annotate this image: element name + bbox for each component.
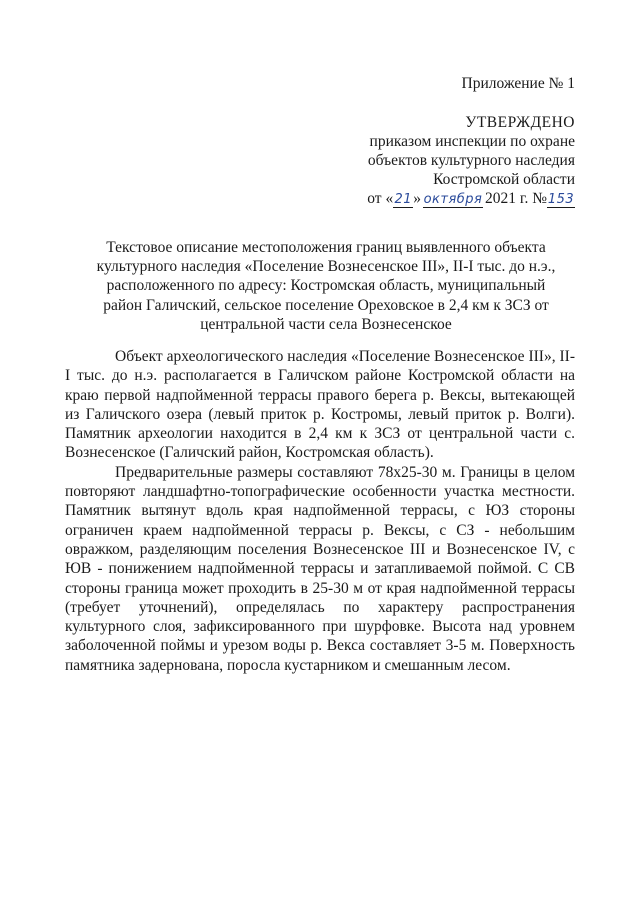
date-day-handwritten: 21 — [394, 192, 412, 207]
approved-heading: УТВЕРЖДЕНО — [465, 114, 575, 131]
order-number-handwritten: 153 — [547, 192, 575, 207]
order-line-3: Костромской области — [433, 171, 575, 188]
paragraph-1: Объект археологического наследия «Поселение Вознесенское III», II-I тыс. до н.э. располагается в Галичском районе Костромской области на краю первой надпойменной террасы правого берега р. Вексы, вытекающей из Галичского озера (левый приток р. Костромы, левый приток р. Волги). Памятник археологии находится в 2,4 км к ЗСЗ от центральной части с. Вознесенское (Галичский район, Костромская область). — [65, 348, 575, 462]
paragraph-2: Предварительные размеры составляют 78х25-30 м. Границы в целом повторяют ландшафтно-топографические особенности участка местности. Памятник вытянут вдоль края надпойменной террасы, с ЮЗ стороны ограничен краем надпойменной террасы р. Вексы, с СЗ - небольшим овражком, разделяющим поселения Вознесенское III и Вознесенское IV, с ЮВ - понижением надпойменной террасы и затапливаемой поймой. С СВ стороны граница может проходить в 25-30 м от края надпойменной террасы (требует уточнений), определялась по характеру распространения культурного слоя, зафиксированного при шурфовке. Высота над уровнем заболоченной поймы и урезом воды р. Векса составляет 3-5 м. Поверхность памятника задернована, поросла кустарником и смешанным лесом. — [65, 463, 575, 674]
order-date-line — [367, 189, 575, 208]
order-line-2: объектов культурного наследия — [367, 152, 575, 169]
date-month-handwritten: октября — [423, 192, 483, 207]
date-prefix: от « — [367, 190, 394, 207]
document-title: Текстовое описание местоположения границ выявленного объекта культурного наследия «Поселение Вознесенское III», II-I тыс. до н.э., расположенного по адресу: Костромская область, муниципальный район Галичский, сельское поселение Ореховское в 2,4 км к ЗСЗ от центральной части села Вознесенское — [96, 239, 556, 333]
order-line-1: приказом инспекции по охране — [369, 133, 575, 150]
date-quote-close: » — [413, 190, 421, 207]
appendix-label: Приложение № 1 — [461, 75, 575, 92]
approval-block — [367, 113, 575, 208]
document-body — [65, 347, 575, 675]
date-year: 2021 г. № — [484, 190, 547, 207]
